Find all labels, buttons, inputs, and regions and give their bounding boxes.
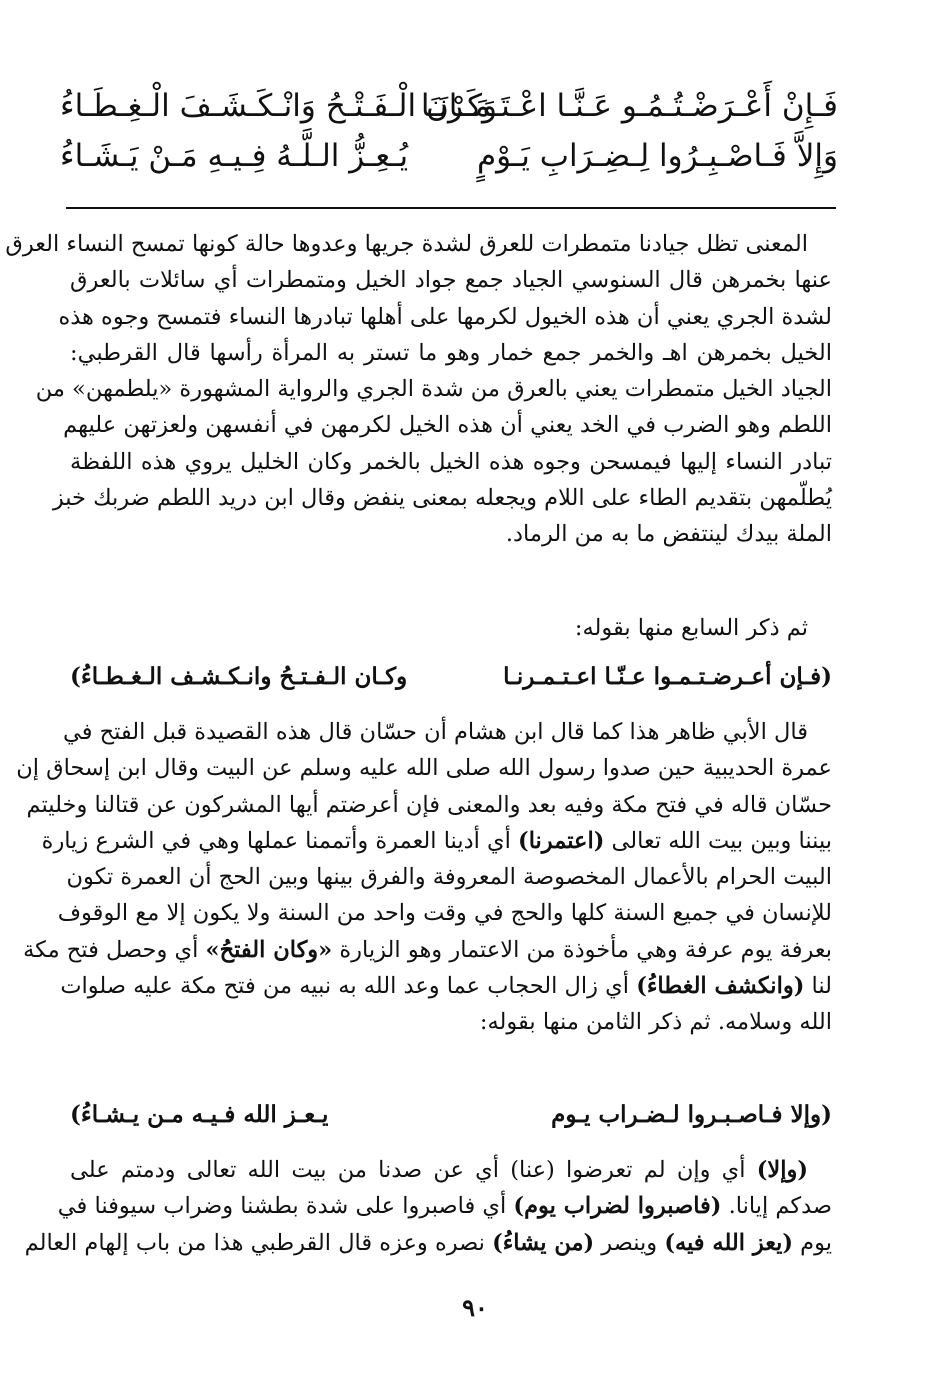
text-line	[26, 787, 832, 823]
header-verse-line-2	[60, 138, 838, 188]
text-line: الخيل بخمرهن اهـ والخمر جمع خمار وهو ما تستر به المرأة رأسها قال القرطبي:	[70, 339, 832, 366]
quoted-phrase: (يعز الله فيه)	[664, 1229, 794, 1256]
page-number: ٩٠	[462, 1293, 488, 1322]
text-run: صدكم إيانا.	[721, 1193, 832, 1220]
commentary-paragraph-3	[24, 1152, 832, 1261]
text-line	[70, 1152, 832, 1188]
text-run: لنا	[804, 973, 832, 1000]
text-run: للإنسان في جميع السنة كلها والحج في وقت واحد من السنة ولا يكون إلا مع الوقوف	[57, 900, 832, 927]
text-run: البيت الحرام بالأعمال المخصوصة المعروفة والفرق بينها وبين الحج أن العمرة تكون	[66, 864, 832, 891]
text-line: يُطلّمهن بتقديم الطاء على اللام ويجعله بمعنى ينفض وقال ابن دريد اللطم ضربك خبز	[52, 485, 832, 512]
header-verse-2-right: وَإِلاَّ فَـاصْـبِـرُوا لِـضِـرَابِ يَـوْمٍ	[476, 138, 838, 174]
text-run: أي وحصل فتح مكة	[23, 936, 206, 963]
text-line	[23, 932, 832, 968]
verse-eight-second-half: يـعـز الله فـيـه مـن يـشـاءُ)	[70, 1101, 329, 1128]
header-verse-1-left: وَكَـانَ الْـفَـتْـحُ وَانْـكَـشَـفَ الْـغِـطَـاءُ	[60, 88, 497, 124]
text-line: الملة بيدك لينتفض ما به من الرماد.	[505, 521, 832, 548]
quoted-phrase: (فاصبروا لضراب يوم)	[513, 1193, 722, 1220]
quoted-verse-eighth	[70, 1101, 832, 1137]
text-line	[16, 750, 832, 786]
quoted-verse-seventh	[70, 663, 832, 699]
text-run: يوم	[793, 1229, 832, 1256]
text-run: أي فاصبروا على شدة بطشنا وضراب سيوفنا في	[57, 1193, 514, 1220]
verse-seven-second-half: وكـان الـفـتـحُ وانـكـشـف الـغـطـاءُ)	[70, 663, 408, 690]
text-run: بيننا وبين بيت الله تعالى	[604, 827, 832, 854]
text-line: المعنى تظل جيادنا متمطرات للعرق لشدة جريها وعدوها حالة كونها تمسح النساء العرق	[5, 231, 808, 257]
text-line	[60, 968, 832, 1004]
quoted-phrase: (اعتمرنا)	[518, 827, 605, 854]
text-line: تبادر النساء إليها فيمسحن وجوه هذه الخيل بالخمر وكان الخليل يروي هذه اللفظة	[70, 448, 832, 475]
quoted-phrase: (من يشاءُ)	[492, 1229, 595, 1256]
quoted-phrase: (وانكشف الغطاءُ)	[636, 973, 805, 1000]
text-run: أي زال الحجاب عما وعد الله به نبيه من فتح مكة عليه صلوات	[60, 973, 637, 1000]
header-verse-2-left: يُـعِـزُّ الـلَّـهُ فِـيـهِ مَـنْ يَـشَـاءُ	[60, 138, 409, 174]
text-run: بعرفة يوم عرفة وهي مأخوذة من الاعتمار وهو الزيارة	[332, 936, 832, 963]
quoted-phrase: «وكان الفتحُ»	[205, 936, 333, 963]
verse-eight-first-half: (وإلا فـاصـبـروا لـضـراب يـوم	[551, 1101, 832, 1128]
text-line	[57, 1188, 832, 1224]
separator-rule	[66, 207, 836, 209]
header-verse-line-1	[60, 88, 838, 138]
text-run: وينصر	[594, 1229, 665, 1256]
text-run: قال الأبي ظاهر هذا كما قال ابن هشام أن حسّان قال هذه القصيدة قبل الفتح في	[62, 719, 808, 745]
text-line	[66, 859, 832, 895]
intro-seventh-verse	[70, 610, 832, 646]
header-verse-1-right: فَـإِنْ أَعْـرَضْـتُـمُـو عَـنَّـا اعْـتَـمَـرْنَـا	[420, 88, 838, 124]
commentary-paragraph-2	[16, 714, 832, 1041]
text-run: عمرة الحديبية حين صدوا رسول الله صلى الله عليه وسلم عن البيت وقال ابن إسحاق إن	[16, 755, 832, 782]
verse-seven-first-half: (فـإن أعـرضـتـمـوا عـنّـا اعـتـمـرنـا	[503, 663, 832, 690]
text-run: أي وإن لم تعرضوا (عنا) أي عن صدنا من بيت الله تعالى ودمتم على	[70, 1157, 757, 1183]
text-run: حسّان قاله في فتح مكة وفيه بعد والمعنى فإن أعرضتم أيها المشركون عن قتالنا وخليتم	[26, 791, 832, 818]
quoted-phrase: (وإلا)	[756, 1157, 808, 1183]
text-line	[41, 823, 832, 859]
text-run: أي أدينا العمرة وأتممنا عملها وهي في الشرع زيارة	[41, 827, 519, 854]
intro-line: ثم ذكر السابع منها بقوله:	[574, 615, 808, 641]
text-line: لشدة الجري يعني أن هذه الخيول لكرمها على أهلها تبادرها النساء فتمسح وجوه هذه	[58, 303, 832, 330]
text-line	[24, 1225, 832, 1261]
text-run: نصره وعزه قال القرطبي هذا من باب إلهام العالم	[24, 1229, 493, 1256]
text-line: اللطم وهو الضرب في الخد يعني أن هذه الخيل لكرمهن في أنفسهن ولعزتهن عليهم	[63, 412, 832, 439]
text-line	[70, 1004, 832, 1040]
text-run: الله وسلامه. ثم ذكر الثامن منها بقوله:	[479, 1009, 832, 1036]
text-line	[57, 895, 832, 931]
text-line: عنها بخمرهن قال السنوسي الجياد جمع جواد الخيل ومتمطرات أي سائلات بالعرق	[70, 267, 832, 294]
commentary-paragraph-1	[5, 226, 832, 553]
text-line	[62, 714, 832, 750]
text-line: الجياد الخيل متمطرات يعني بالعرق من شدة الجري والرواية المشهورة «يلطمهن» من	[35, 376, 832, 403]
